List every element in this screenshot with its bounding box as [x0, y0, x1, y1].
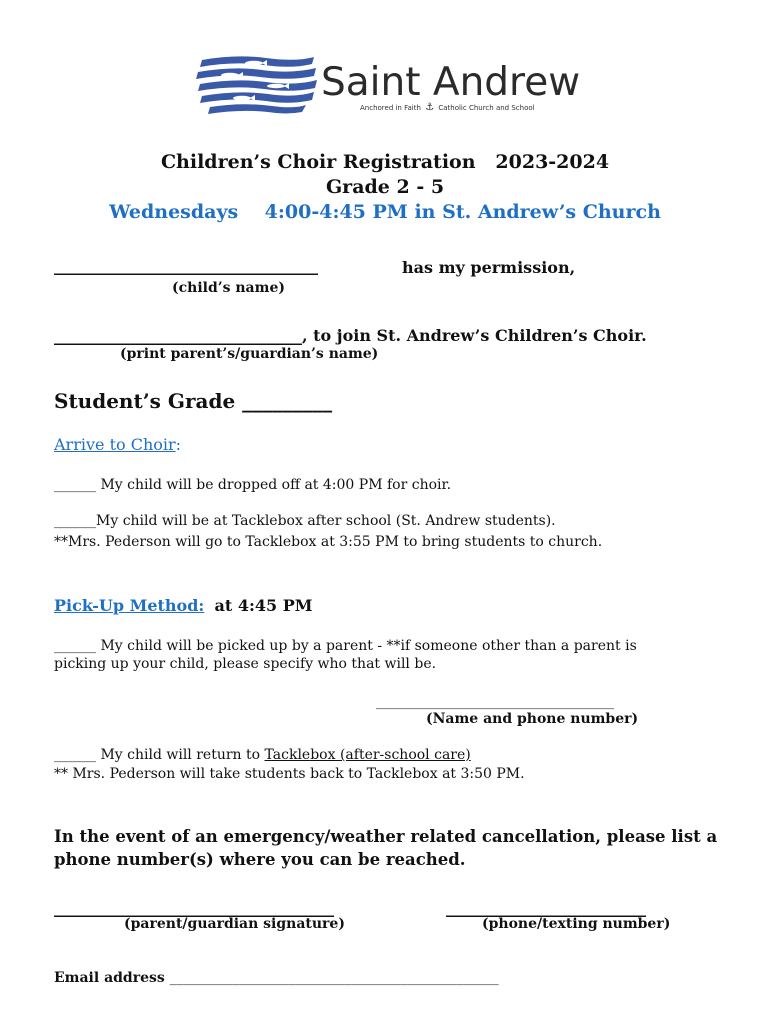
- parent-name-blank[interactable]: _______________________________: [54, 326, 302, 345]
- permission-text: has my permission,: [402, 258, 576, 277]
- arrive-option-dropoff: ______ My child will be dropped off at 4:00 PM for choir.: [54, 477, 452, 493]
- phone-caption: (phone/texting number): [482, 916, 671, 932]
- join-choir-text: , to join St. Andrew’s Children’s Choir.: [302, 326, 647, 345]
- pickup-name-caption: (Name and phone number): [426, 711, 639, 727]
- pickup-name-blank[interactable]: __________________________________: [376, 694, 614, 710]
- signature-caption: (parent/guardian signature): [124, 916, 345, 932]
- email-blank[interactable]: _______________________________________________: [169, 970, 499, 986]
- dropoff-blank[interactable]: ______: [54, 477, 96, 493]
- return-tacklebox-blank[interactable]: ______: [54, 747, 96, 763]
- logo-name: Saint Andrew: [321, 60, 581, 105]
- arrive-tacklebox-note: **Mrs. Pederson will go to Tacklebox at 3:55 PM to bring students to church.: [54, 534, 603, 550]
- grade-range: Grade 2 - 5: [325, 176, 445, 198]
- logo-tagline: [360, 102, 535, 113]
- schedule: [0, 201, 770, 223]
- email-label: Email address: [54, 970, 165, 986]
- schedule-time-place: 4:00-4:45 PM in St. Andrew’s Church: [264, 201, 661, 223]
- pickup-time: at 4:45 PM: [214, 596, 313, 615]
- child-name-blank[interactable]: _________________________________: [54, 256, 318, 275]
- school-year: 2023-2024: [495, 151, 610, 173]
- student-grade-label: Student’s Grade: [54, 389, 236, 413]
- tagline-right: Catholic Church and School: [438, 104, 535, 112]
- tacklebox-link[interactable]: Tacklebox (after-school care): [264, 747, 471, 763]
- pickup-option-parent-cont: picking up your child, please specify who that will be.: [54, 656, 437, 672]
- fish-waves-logo-icon: [196, 54, 318, 120]
- anchor-icon: ⚓: [425, 102, 435, 113]
- student-grade-blank[interactable]: _________: [242, 389, 333, 413]
- emergency-line-2: phone number(s) where you can be reached.: [54, 850, 466, 869]
- tagline-left: Anchored in Faith: [360, 104, 421, 112]
- tacklebox-blank[interactable]: ______: [54, 513, 96, 529]
- arrive-heading: Arrive to Choir:: [54, 435, 182, 454]
- arrive-option-tacklebox: ______My child will be at Tacklebox after school (St. Andrew students).: [54, 513, 556, 529]
- form-title: Children’s Choir Registration 2023-2024: [160, 151, 610, 173]
- phone-blank[interactable]: _________________________: [446, 898, 646, 917]
- email-line: [54, 970, 499, 986]
- student-grade-line: [54, 389, 332, 413]
- schedule-day: Wednesdays: [109, 201, 239, 223]
- signature-blank[interactable]: ___________________________________: [54, 898, 334, 917]
- parent-name-line: [54, 326, 647, 345]
- pickup-option-tacklebox: ______ My child will return to Tacklebox (after-school care): [54, 747, 471, 763]
- pickup-heading: Pick-Up Method: at 4:45 PM: [54, 596, 313, 615]
- pickup-tacklebox-note: ** Mrs. Pederson will take students back to Tacklebox at 3:50 PM.: [54, 766, 525, 782]
- child-name-caption: (child’s name): [172, 280, 285, 296]
- parent-pickup-blank[interactable]: ______: [54, 638, 96, 654]
- parent-name-caption: (print parent’s/guardian’s name): [120, 346, 379, 362]
- emergency-line-1: In the event of an emergency/weather related cancellation, please list a: [54, 827, 718, 846]
- pickup-option-parent: ______ My child will be picked up by a parent - **if someone other than a parent is: [54, 638, 637, 654]
